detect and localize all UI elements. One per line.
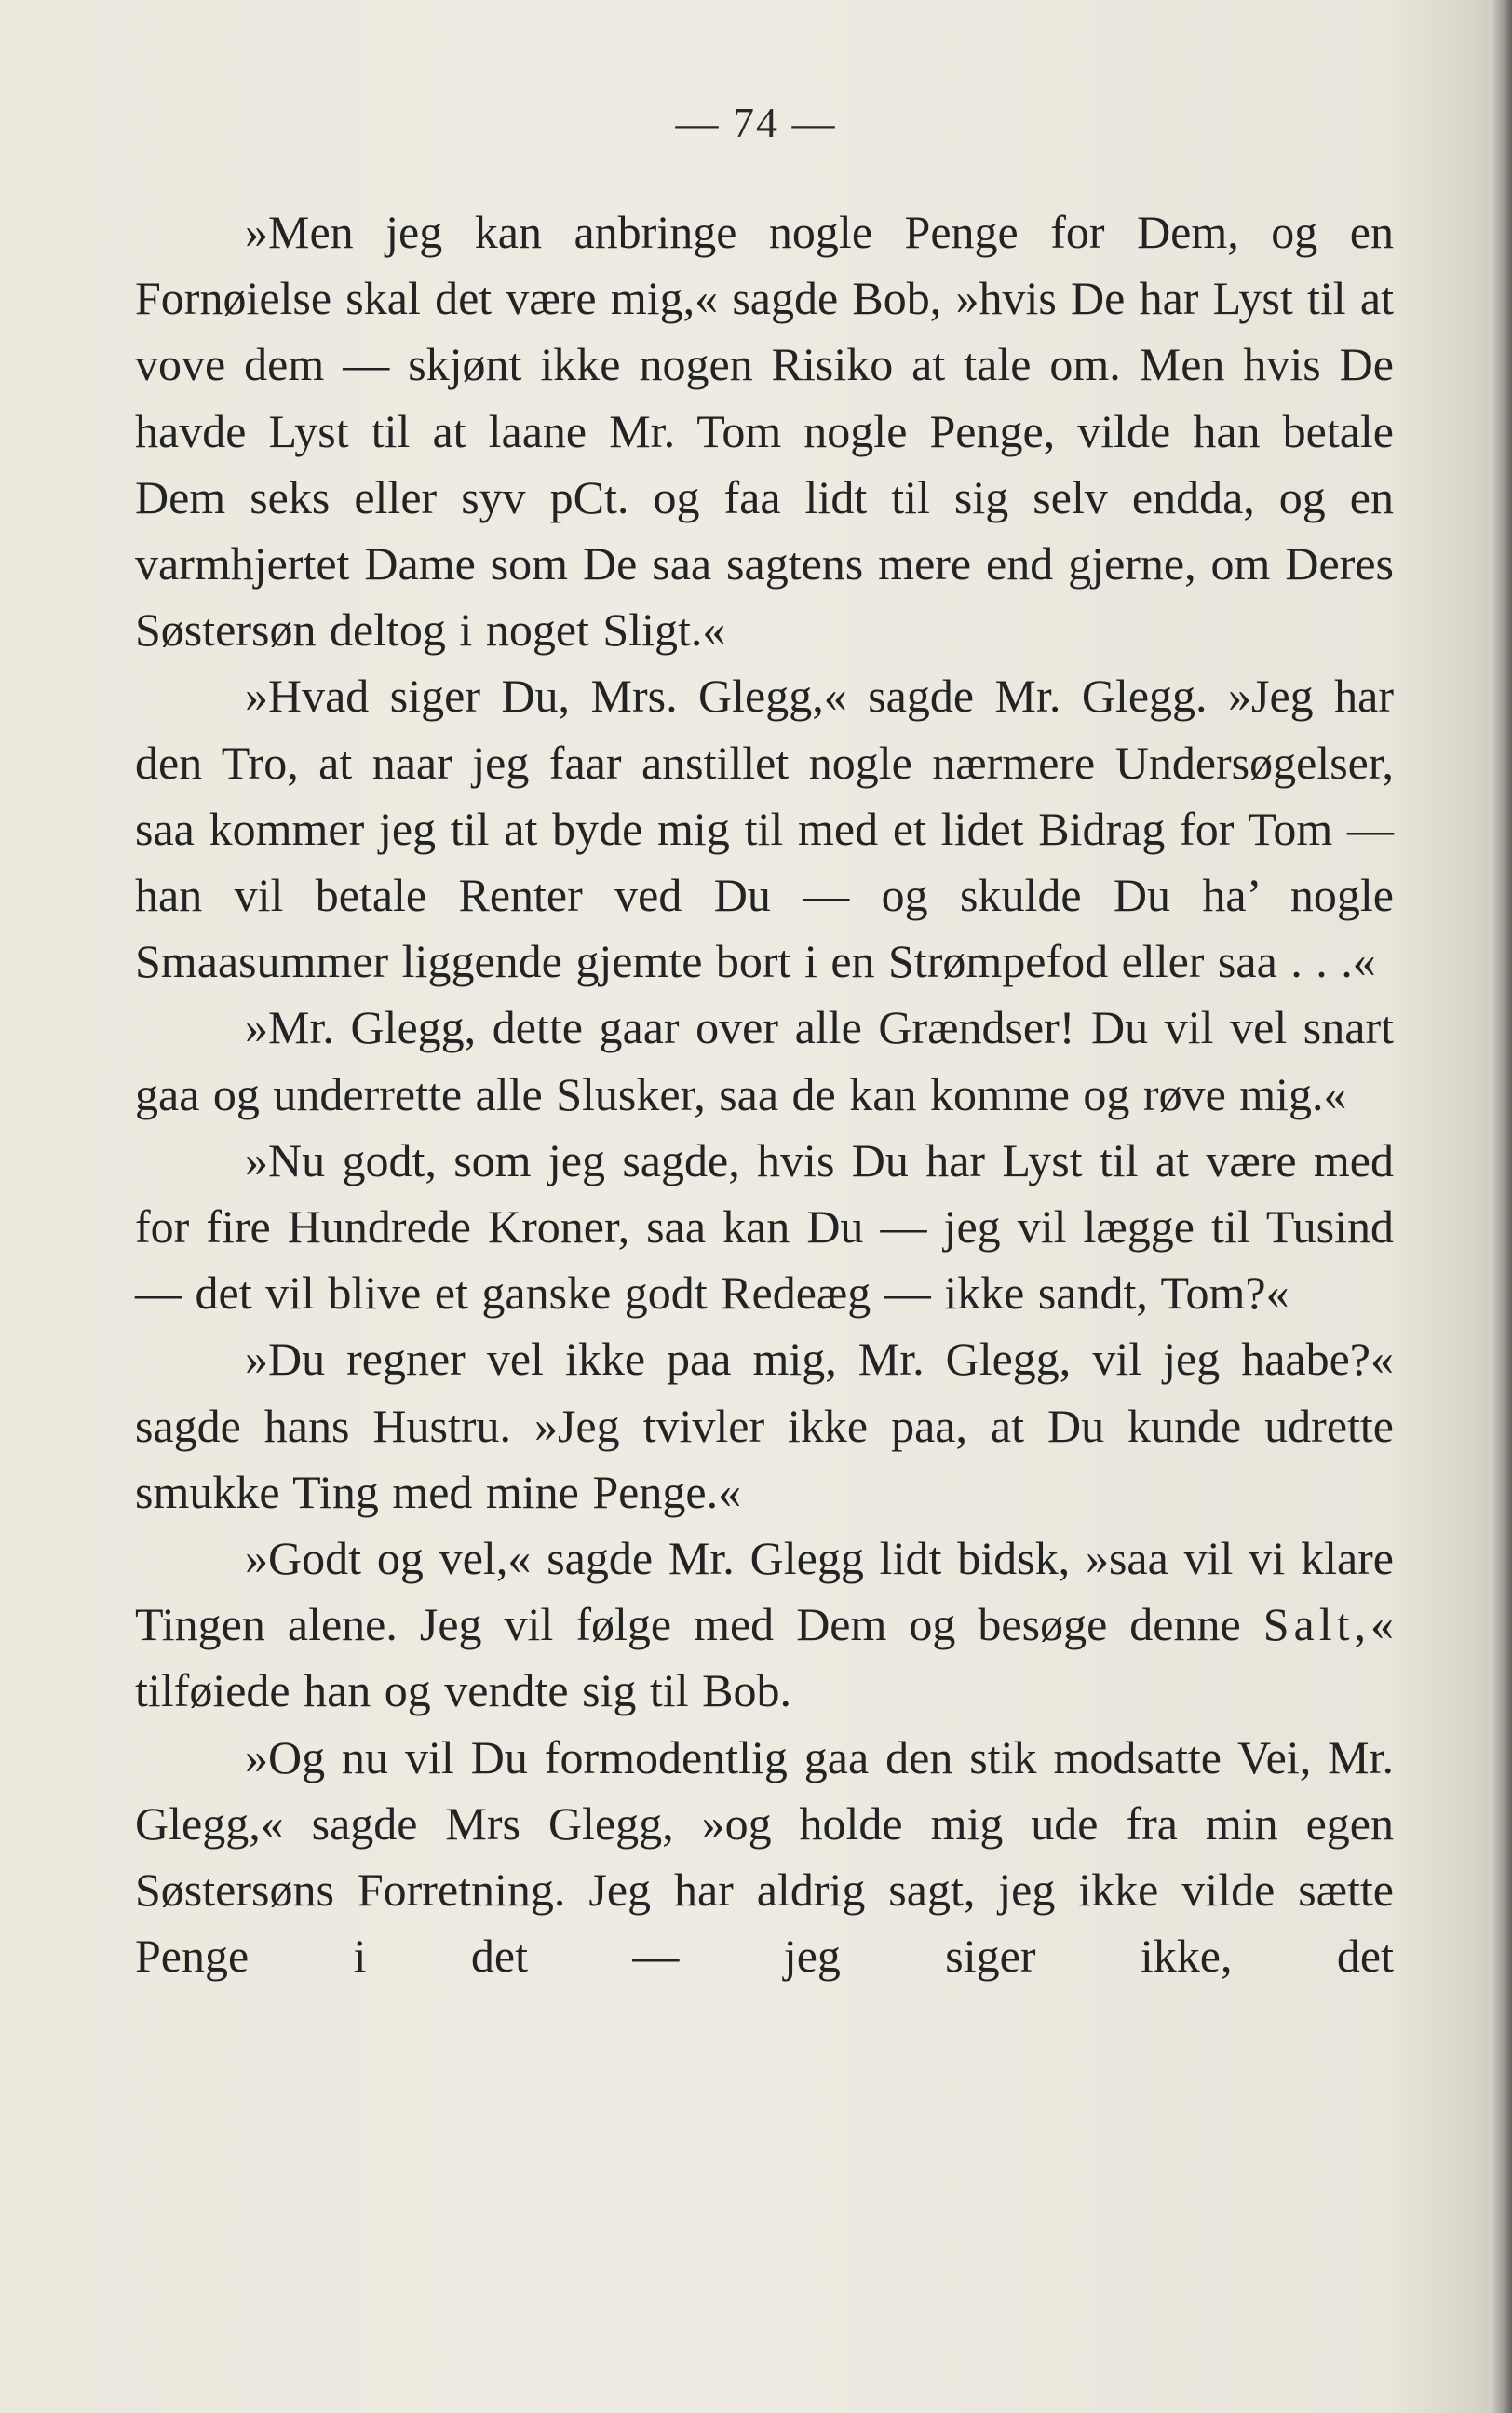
page-number: — 74 — [675, 99, 837, 146]
page-edge-shadow [1492, 0, 1512, 2413]
paragraph-7: »Og nu vil Du formodentlig gaa den stik modsatte Vei, Mr. Glegg,« sagde Mrs Glegg, »og holde mig ude fra min egen Søstersøns Forretning. Jeg har aldrig sagt, jeg ikke vilde sætte Penge i det — jeg siger ikke, det [135, 1730, 1394, 1983]
paragraph-6-end: « tilføiede han og vendte sig til Bob. [135, 1598, 1394, 1717]
spaced-name-salt: Salt, [1262, 1598, 1370, 1651]
paragraph-6 [135, 1525, 1394, 1725]
body-text [135, 199, 1394, 1989]
paragraph-4: »Nu godt, som jeg sagde, hvis Du har Lyst til at være med for fire Hundrede Kroner, saa kan Du — jeg vil lægge til Tusind — det vil blive et ganske godt Redeæg — ikke sandt, Tom?« [135, 1133, 1394, 1320]
paragraph-2: »Hvad siger Du, Mrs. Glegg,« sagde Mr. Glegg. »Jeg har den Tro, at naar jeg faar anstillet nogle nærmere Undersøgelser, saa kommer jeg til at byde mig til med et lidet Bidrag for Tom — han vil betale Renter ved Du — og skulde Du ha’ nogle Smaasummer liggende gjemte bort i en Strømpefod eller saa . . .« [135, 670, 1394, 988]
paragraph-5: »Du regner vel ikke paa mig, Mr. Glegg, vil jeg haabe?« sagde hans Hustru. »Jeg tvivler ikke paa, at Du kunde udrette smukke Ting med mine Penge.« [135, 1333, 1394, 1518]
paragraph-3: »Mr. Glegg, dette gaar over alle Grændser! Du vil vel snart gaa og underrette alle Slusker, saa de kan komme og røve mig.« [135, 1001, 1394, 1120]
paragraph-6-start: »Godt og vel,« sagde Mr. Glegg lidt bidsk, »saa vil vi klare Tingen alene. Jeg vil følge med Dem og besøge denne [135, 1532, 1394, 1651]
paragraph-1: »Men jeg kan anbringe nogle Penge for Dem, og en Fornøielse skal det være mig,« sagde Bob, »hvis De har Lyst til at vove dem — skjønt ikke nogen Risiko at tale om. Men hvis De havde Lyst til at laane Mr. Tom nogle Penge, vilde han betale Dem seks eller syv pCt. og faa lidt til sig selv endda, og en varmhjertet Dame som De saa sagtens mere end gjerne, om Deres Søstersøn deltog i noget Sligt.« [135, 206, 1394, 657]
